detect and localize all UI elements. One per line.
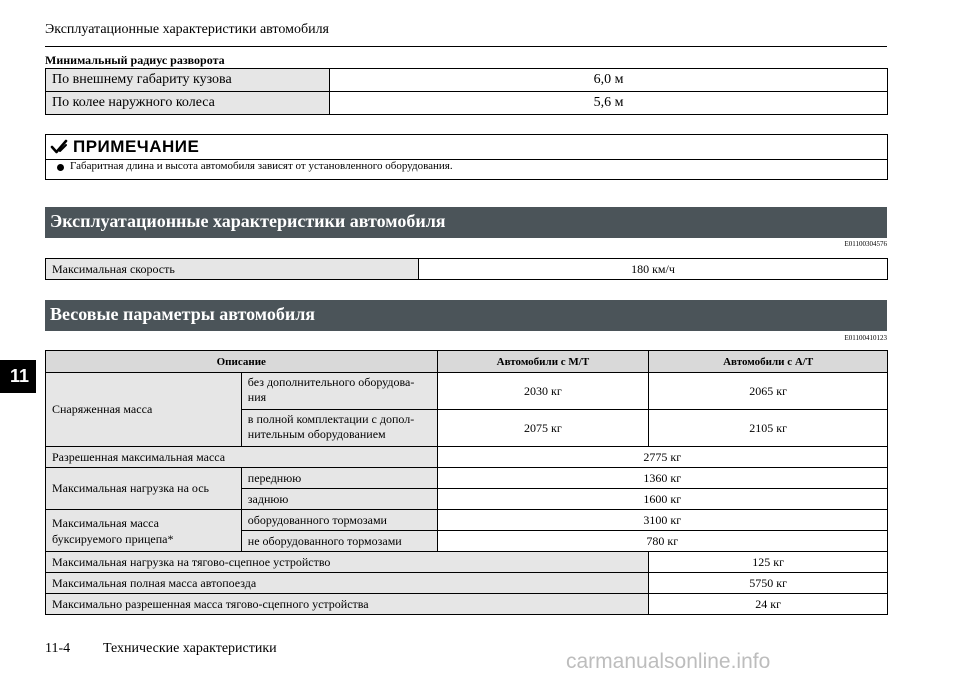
turning-radius-table — [45, 68, 888, 115]
note-title: ПРИМЕЧАНИЕ — [73, 137, 200, 156]
section-code: E01100410123 — [844, 334, 887, 342]
row-value: 780 кг — [437, 531, 887, 552]
pencil-check-icon — [50, 138, 68, 156]
footer-title: Технические характеристики — [103, 641, 277, 656]
row-label: Максимальная полная масса автопоезда — [46, 573, 649, 594]
note-header — [46, 135, 887, 160]
row-sublabel: без дополнительного оборудова-ния — [241, 373, 437, 410]
row-label: Максимальная нагрузка на тягово-сцепное устройство — [46, 552, 649, 573]
table-row — [46, 573, 888, 594]
row-value: 2775 кг — [437, 447, 887, 468]
table-row — [46, 447, 888, 468]
weights-section-header — [45, 300, 887, 331]
table-row — [46, 259, 888, 280]
row-label: Разрешенная максимальная масса — [46, 447, 438, 468]
row-value: 24 кг — [649, 594, 888, 615]
row-sublabel: переднюю — [241, 468, 437, 489]
chapter-number: 11 — [10, 366, 30, 386]
row-value: 1600 кг — [437, 489, 887, 510]
bullet-icon — [57, 164, 64, 171]
section-code: E01100304576 — [844, 240, 887, 248]
table-row — [46, 373, 888, 410]
mt-value: 2075 кг — [437, 410, 649, 447]
at-value: 2105 кг — [649, 410, 888, 447]
row-value: 6,0 м — [330, 69, 888, 92]
column-header: Автомобили с A/T — [649, 351, 888, 373]
row-value: 125 кг — [649, 552, 888, 573]
label-line: буксируемого прицепа* — [52, 531, 174, 546]
table-row — [46, 92, 888, 115]
row-label — [46, 510, 242, 552]
table-header-row — [46, 351, 888, 373]
table-row — [46, 510, 888, 531]
table-row — [46, 594, 888, 615]
section-title: Эксплуатационные характеристики автомобиля — [50, 211, 446, 231]
section-title: Весовые параметры автомобиля — [50, 304, 316, 324]
row-sublabel: оборудованного тормозами — [241, 510, 437, 531]
row-value: 3100 кг — [437, 510, 887, 531]
row-value: 5750 кг — [649, 573, 888, 594]
header-rule — [45, 46, 887, 47]
weights-table — [45, 350, 888, 615]
turning-radius-title: Минимальный радиус разворота — [45, 53, 225, 67]
note-box — [45, 134, 888, 180]
row-label: Максимальная скорость — [46, 259, 419, 280]
mt-value: 2030 кг — [437, 373, 649, 410]
row-sublabel: заднюю — [241, 489, 437, 510]
column-header: Описание — [46, 351, 438, 373]
table-row — [46, 468, 888, 489]
row-sublabel: не оборудованного тормозами — [241, 531, 437, 552]
row-value: 180 км/ч — [419, 259, 888, 280]
label-line: Максимальная масса — [52, 515, 159, 530]
row-value: 5,6 м — [330, 92, 888, 115]
note-text: Габаритная длина и высота автомобиля зависят от установленного оборудования. — [70, 160, 453, 172]
row-sublabel: в полной комплектации с допол-нительным оборудованием — [241, 410, 437, 447]
chapter-tab — [0, 360, 36, 393]
row-label: Максимальная нагрузка на ось — [46, 468, 242, 510]
column-header: Автомобили с M/T — [437, 351, 649, 373]
running-head: Эксплуатационные характеристики автомобиля — [45, 22, 329, 37]
row-label: Максимально разрешенная масса тягово-сцепного устройства — [46, 594, 649, 615]
row-label: По внешнему габариту кузова — [46, 69, 330, 92]
row-label: По колее наружного колеса — [46, 92, 330, 115]
performance-section-header — [45, 207, 887, 238]
table-row — [46, 552, 888, 573]
row-value: 1360 кг — [437, 468, 887, 489]
table-row — [46, 69, 888, 92]
performance-table — [45, 258, 888, 280]
page-number: 11-4 — [45, 641, 71, 656]
watermark: carmanualsonline.info — [566, 650, 771, 673]
at-value: 2065 кг — [649, 373, 888, 410]
row-label: Снаряженная масса — [46, 373, 242, 447]
